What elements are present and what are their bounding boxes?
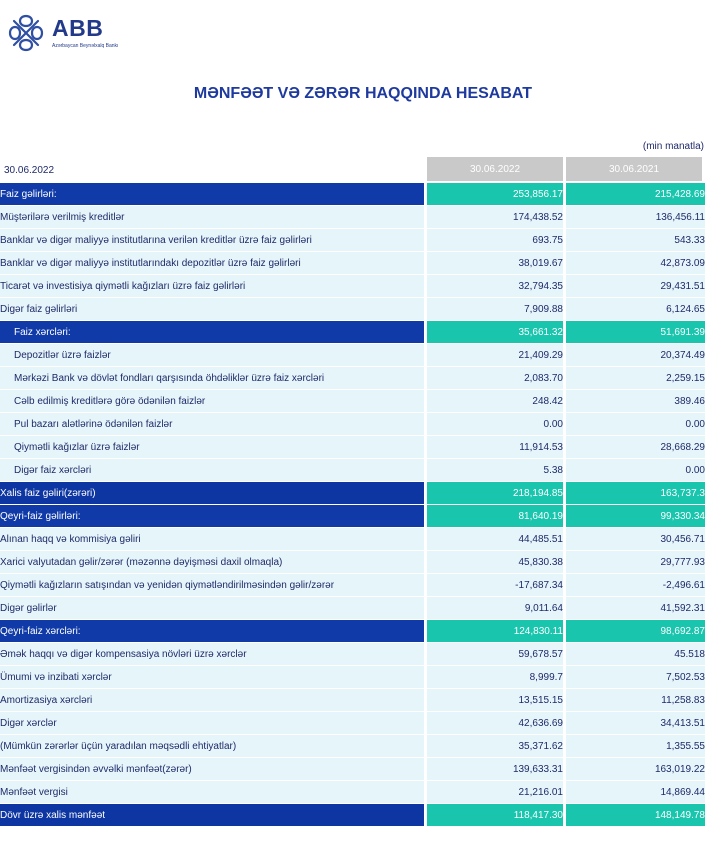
table-row [0, 183, 705, 205]
value-2022: 42,636.69 [427, 712, 563, 734]
value-2021: 2,259.15 [566, 367, 705, 389]
value-2022: 44,485.51 [427, 528, 563, 550]
table-row [0, 482, 705, 504]
row-label: Müştərilərə verilmiş kreditlər [0, 206, 424, 228]
value-2021: 389.46 [566, 390, 705, 412]
row-label: Dövr üzrə xalis mənfəət [0, 804, 424, 826]
value-2021: 14,869.44 [566, 781, 705, 803]
table-row [0, 321, 705, 343]
value-2022: 5.38 [427, 459, 563, 481]
row-label: Qiymətli kağızlar üzrə faizlər [0, 436, 424, 458]
table-row [0, 804, 705, 826]
column-header-2021: 30.06.2021 [566, 157, 702, 181]
value-2022: 81,640.19 [427, 505, 563, 527]
unit-label: (min manatla) [642, 141, 704, 152]
value-2021: 163,737.3 [566, 482, 705, 504]
value-2022: 124,830.11 [427, 620, 563, 642]
abb-logo [4, 12, 124, 54]
report-date: 30.06.2022 [4, 165, 55, 176]
table-row [0, 459, 705, 481]
row-label: Faiz xərcləri: [0, 321, 424, 343]
row-label: Qeyri-faiz gəlirləri: [0, 505, 424, 527]
row-label: Depozitlər üzrə faizlər [0, 344, 424, 366]
value-2021: 6,124.65 [566, 298, 705, 320]
row-label: Mərkəzi Bank və dövlət fondları qarşısında öhdəliklər üzrə faiz xərcləri [0, 367, 424, 389]
value-2022: 7,909.88 [427, 298, 563, 320]
table-row [0, 712, 705, 734]
value-2021: -2,496.61 [566, 574, 705, 596]
row-label: Mənfəət vergisi [0, 781, 424, 803]
value-2022: 139,633.31 [427, 758, 563, 780]
table-row [0, 781, 705, 803]
value-2022: 248.42 [427, 390, 563, 412]
value-2022: 13,515.15 [427, 689, 563, 711]
row-label: Amortizasiya xərcləri [0, 689, 424, 711]
table-row [0, 666, 705, 688]
column-header-2022: 30.06.2022 [427, 157, 563, 181]
row-label: Banklar və digər maliyyə institutlarına verilən kreditlər üzrə faiz gəlirləri [0, 229, 424, 251]
value-2022: 8,999.7 [427, 666, 563, 688]
value-2022: 218,194.85 [427, 482, 563, 504]
value-2021: 42,873.09 [566, 252, 705, 274]
income-statement-table [0, 182, 705, 827]
value-2022: 32,794.35 [427, 275, 563, 297]
value-2022: 35,371.62 [427, 735, 563, 757]
table-row [0, 758, 705, 780]
value-2022: 45,830.38 [427, 551, 563, 573]
table-row [0, 735, 705, 757]
value-2021: 543.33 [566, 229, 705, 251]
row-label: Digər xərclər [0, 712, 424, 734]
value-2021: 29,777.93 [566, 551, 705, 573]
logo-wordmark: ABB [52, 15, 104, 41]
row-label: Cəlb edilmiş kreditlərə görə ödənilən faizlər [0, 390, 424, 412]
row-label: Banklar və digər maliyyə institutlarındakı depozitlər üzrə faiz gəlirləri [0, 252, 424, 274]
row-label: (Mümkün zərərlər üçün yaradılan məqsədli ehtiyatlar) [0, 735, 424, 757]
table-row [0, 252, 705, 274]
row-label: Alınan haqq və kommisiya gəliri [0, 528, 424, 550]
row-label: Mənfəət vergisindən əvvəlki mənfəət(zərər) [0, 758, 424, 780]
value-2022: 693.75 [427, 229, 563, 251]
value-2022: 2,083.70 [427, 367, 563, 389]
value-2021: 7,502.53 [566, 666, 705, 688]
table-row [0, 597, 705, 619]
row-label: Digər faiz gəlirləri [0, 298, 424, 320]
value-2021: 136,456.11 [566, 206, 705, 228]
value-2022: 253,856.17 [427, 183, 563, 205]
row-label: Qiymətli kağızların satışından və yenidən qiymətləndirilməsindən gəlir/zərər [0, 574, 424, 596]
value-2021: 148,149.78 [566, 804, 705, 826]
table-row [0, 206, 705, 228]
row-label: Digər gəlirlər [0, 597, 424, 619]
value-2022: 11,914.53 [427, 436, 563, 458]
table-row [0, 620, 705, 642]
table-row [0, 275, 705, 297]
abb-knot-icon [4, 12, 48, 54]
value-2021: 28,668.29 [566, 436, 705, 458]
row-label: Qeyri-faiz xərcləri: [0, 620, 424, 642]
row-label: Digər faiz xərcləri [0, 459, 424, 481]
table-row [0, 298, 705, 320]
row-label: Ticarət və investisiya qiymətli kağızları üzrə faiz gəlirləri [0, 275, 424, 297]
value-2022: 0.00 [427, 413, 563, 435]
value-2021: 34,413.51 [566, 712, 705, 734]
table-row [0, 344, 705, 366]
row-label: Əmək haqqı və digər kompensasiya növləri üzrə xərclər [0, 643, 424, 665]
value-2022: 38,019.67 [427, 252, 563, 274]
value-2021: 30,456.71 [566, 528, 705, 550]
value-2021: 215,428.69 [566, 183, 705, 205]
table-row [0, 390, 705, 412]
row-label: Ümumi və inzibati xərclər [0, 666, 424, 688]
table-row [0, 413, 705, 435]
value-2022: 174,438.52 [427, 206, 563, 228]
value-2022: 35,661.32 [427, 321, 563, 343]
value-2022: 9,011.64 [427, 597, 563, 619]
row-label: Faiz gəlirləri: [0, 183, 424, 205]
row-label: Pul bazarı alətlərinə ödənilən faizlər [0, 413, 424, 435]
value-2021: 51,691.39 [566, 321, 705, 343]
table-body [0, 183, 705, 826]
value-2021: 0.00 [566, 413, 705, 435]
value-2021: 1,355.55 [566, 735, 705, 757]
value-2021: 45.518 [566, 643, 705, 665]
table-row [0, 367, 705, 389]
table-row [0, 229, 705, 251]
row-label: Xalis faiz gəliri(zərəri) [0, 482, 424, 504]
table-row [0, 528, 705, 550]
value-2022: 118,417.30 [427, 804, 563, 826]
value-2021: 0.00 [566, 459, 705, 481]
table-row [0, 436, 705, 458]
value-2022: 59,678.57 [427, 643, 563, 665]
value-2021: 163,019.22 [566, 758, 705, 780]
row-label: Xarici valyutadan gəlir/zərər (məzənnə dəyişməsi daxil olmaqla) [0, 551, 424, 573]
table-row [0, 574, 705, 596]
logo-subtitle: Azərbaycan Beynəlxalq Bankı [52, 43, 119, 49]
report-title: MƏNFƏƏT VƏ ZƏRƏR HAQQINDA HESABAT [193, 85, 533, 102]
table-row [0, 505, 705, 527]
value-2021: 41,592.31 [566, 597, 705, 619]
table-row [0, 643, 705, 665]
value-2021: 11,258.83 [566, 689, 705, 711]
table-row [0, 689, 705, 711]
value-2021: 98,692.87 [566, 620, 705, 642]
value-2021: 20,374.49 [566, 344, 705, 366]
table-row [0, 551, 705, 573]
value-2021: 99,330.34 [566, 505, 705, 527]
value-2022: -17,687.34 [427, 574, 563, 596]
value-2021: 29,431.51 [566, 275, 705, 297]
value-2022: 21,216.01 [427, 781, 563, 803]
value-2022: 21,409.29 [427, 344, 563, 366]
